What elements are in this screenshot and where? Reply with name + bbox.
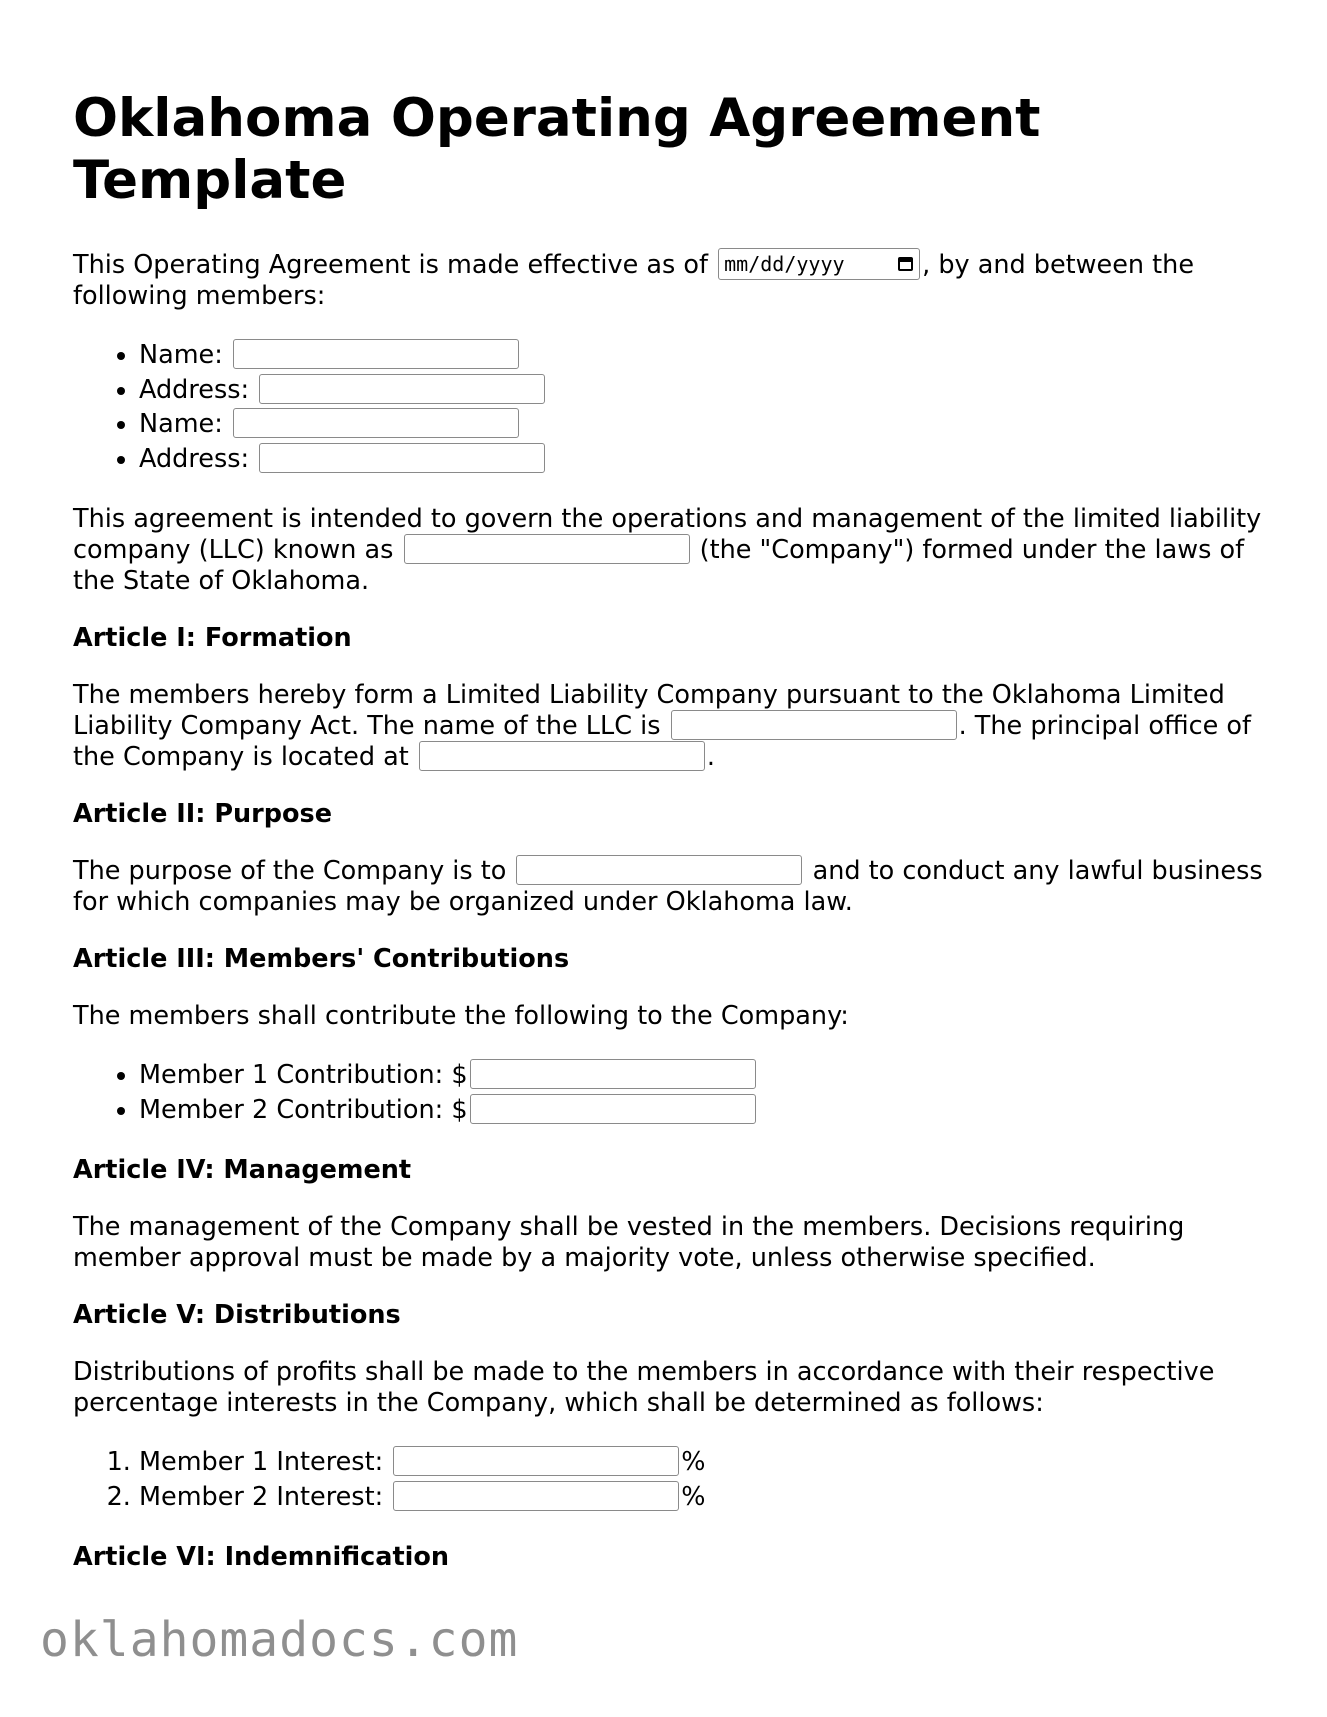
list-item <box>139 1058 1263 1093</box>
article-5-heading: Article V: Distributions <box>73 1300 401 1330</box>
member-list <box>73 338 1263 476</box>
article-2-paragraph <box>73 856 1263 918</box>
principal-office-input[interactable] <box>419 741 705 771</box>
list-item <box>139 442 1263 477</box>
member-2-name-input[interactable] <box>233 408 519 438</box>
llc-name-input[interactable] <box>671 710 957 740</box>
interest-list <box>73 1445 1263 1514</box>
article-3-heading: Article III: Members' Contributions <box>73 944 570 974</box>
list-item <box>139 407 1263 442</box>
scope-text-after: (the "Company") formed under the laws of the State of Oklahoma. <box>73 535 1245 596</box>
member-1-interest-label: Member 1 Interest: <box>139 1447 384 1477</box>
member-1-address-input[interactable] <box>259 374 545 404</box>
list-item <box>139 1480 1263 1515</box>
contribution-list <box>73 1058 1263 1127</box>
list-item <box>139 373 1263 408</box>
member-1-name-label: Name: <box>139 340 223 370</box>
article-1-text-after: . <box>706 742 716 772</box>
article-4-heading: Article IV: Management <box>73 1155 412 1185</box>
article-3-paragraph: The members shall contribute the following to the Company: <box>73 1001 849 1031</box>
member-2-contribution-label: Member 2 Contribution: $ <box>139 1094 468 1125</box>
document-page <box>73 88 1263 1599</box>
article-1-text-before: The members hereby form a Limited Liability Company pursuant to the Oklahoma Limited Liability Company Act. The name of the LLC is <box>73 680 1225 741</box>
member-1-interest-input[interactable] <box>393 1446 679 1476</box>
article-1-text-middle: . The principal office of the Company is located at <box>73 711 1252 772</box>
article-2-text-before: The purpose of the Company is to <box>73 856 507 886</box>
member-1-address-label: Address: <box>139 374 250 405</box>
percent-sign: % <box>681 1481 706 1512</box>
article-2-text-after: and to conduct any lawful business for which companies may be organized under Oklahoma law. <box>73 856 1263 917</box>
member-2-contribution-input[interactable] <box>470 1094 756 1124</box>
intro-text-after-date: , by and between the following members: <box>73 250 1195 311</box>
percent-sign: % <box>681 1447 706 1477</box>
list-item <box>139 1445 1263 1480</box>
article-1-paragraph <box>73 680 1263 773</box>
member-2-address-input[interactable] <box>259 443 545 473</box>
calendar-icon[interactable] <box>898 257 913 271</box>
scope-text-before: This agreement is intended to govern the operations and management of the limited liability company (LLC) known as <box>73 504 1262 565</box>
member-2-name-label: Name: <box>139 409 223 439</box>
watermark: oklahomadocs.com <box>40 1612 519 1668</box>
member-2-address-label: Address: <box>139 443 250 474</box>
intro-text-before-date: This Operating Agreement is made effective as of <box>73 250 708 280</box>
member-1-contribution-label: Member 1 Contribution: $ <box>139 1060 468 1090</box>
member-2-interest-label: Member 2 Interest: <box>139 1481 384 1512</box>
page-title: Oklahoma Operating Agreement Template <box>73 88 1041 211</box>
member-1-contribution-input[interactable] <box>470 1059 756 1089</box>
list-item <box>139 338 1263 373</box>
list-item <box>139 1093 1263 1128</box>
scope-paragraph <box>73 504 1263 597</box>
member-1-name-input[interactable] <box>233 339 519 369</box>
effective-date-input[interactable] <box>718 248 920 280</box>
article-5-paragraph: Distributions of profits shall be made to the members in accordance with their respective percentage interests in the Company, which shall be determined as follows: <box>73 1357 1215 1418</box>
member-2-interest-input[interactable] <box>393 1481 679 1511</box>
article-2-heading: Article II: Purpose <box>73 799 332 829</box>
article-6-heading: Article VI: Indemnification <box>73 1542 450 1572</box>
llc-known-as-input[interactable] <box>404 534 690 564</box>
date-placeholder: mm/dd/yyyy <box>724 251 845 276</box>
intro-paragraph <box>73 250 1263 312</box>
article-4-paragraph: The management of the Company shall be vested in the members. Decisions requiring member approval must be made by a majority vote, unless otherwise specified. <box>73 1212 1185 1273</box>
company-purpose-input[interactable] <box>516 855 802 885</box>
article-1-heading: Article I: Formation <box>73 623 352 653</box>
